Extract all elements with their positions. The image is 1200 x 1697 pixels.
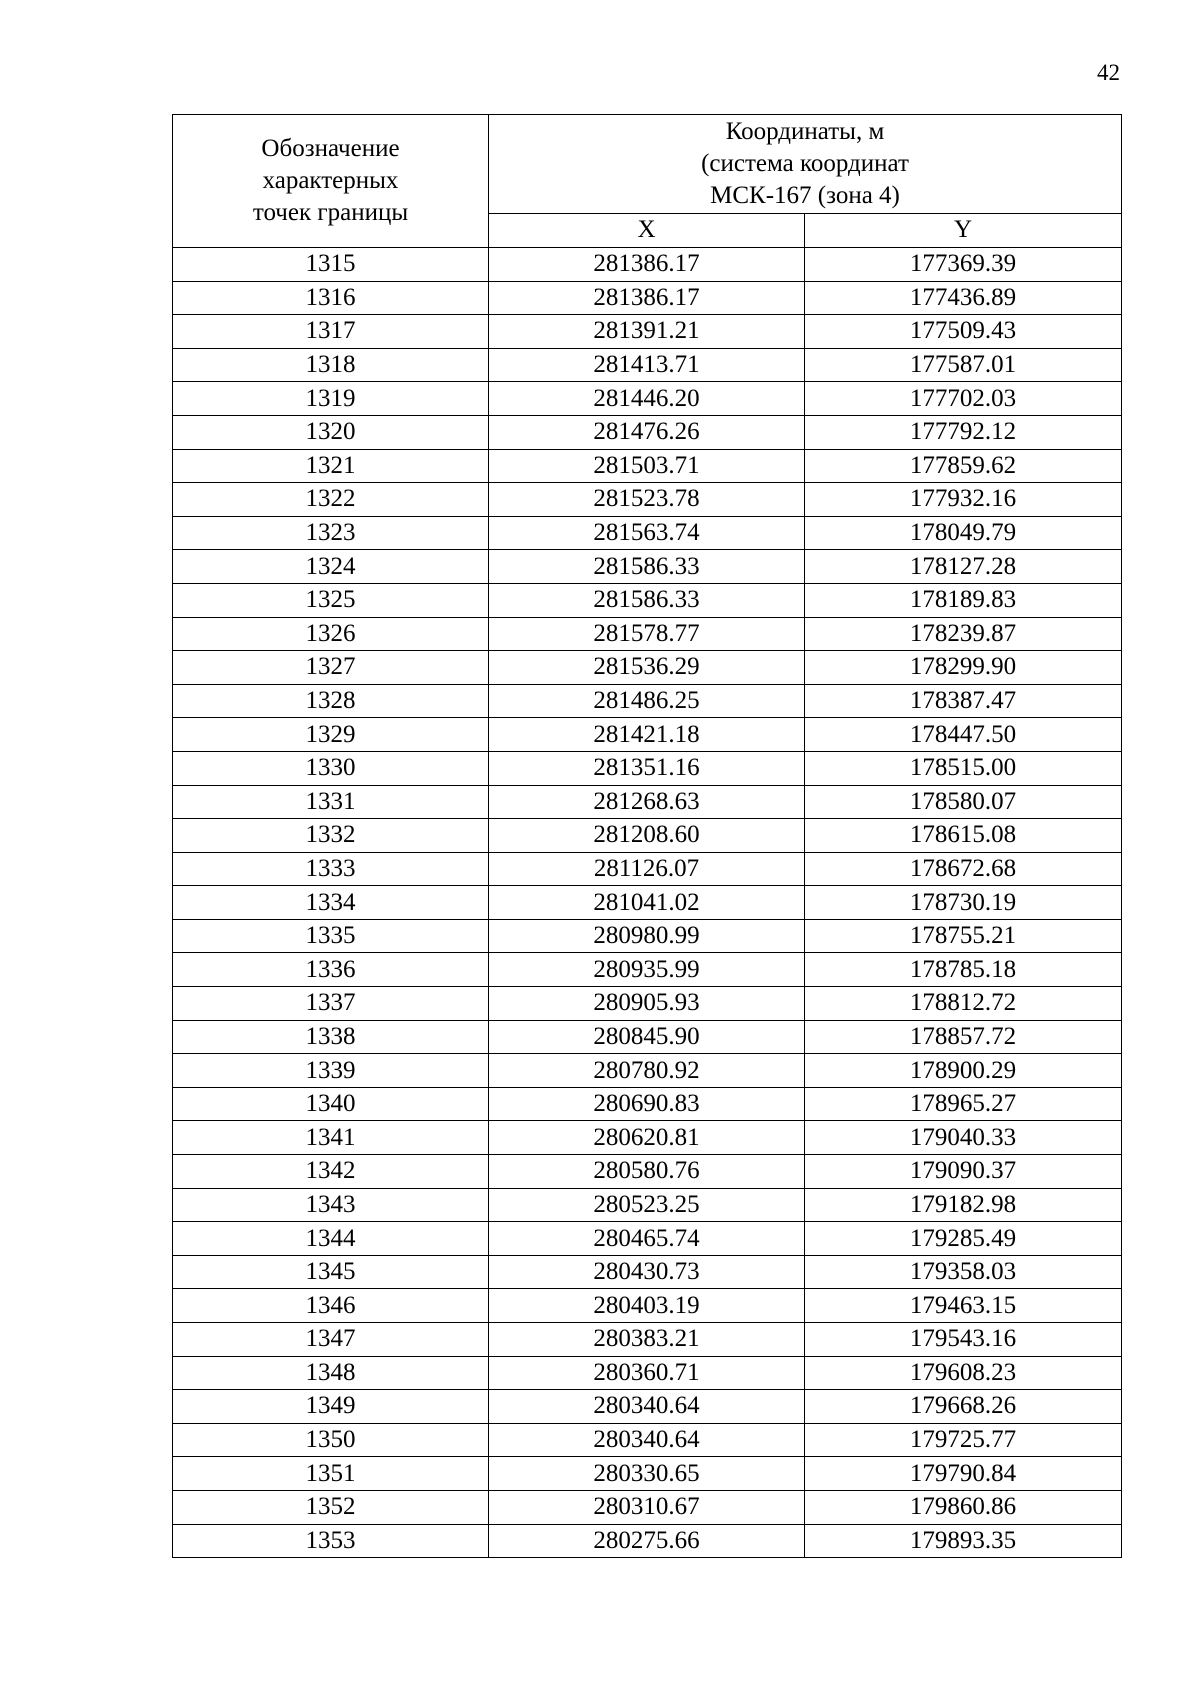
x-cell: 281523.78: [489, 483, 805, 517]
y-cell: 179608.23: [805, 1356, 1122, 1390]
y-cell: 177792.12: [805, 415, 1122, 449]
point-id-cell: 1324: [173, 550, 489, 584]
y-cell: 179790.84: [805, 1457, 1122, 1491]
x-cell: 281536.29: [489, 651, 805, 685]
x-cell: 281041.02: [489, 886, 805, 920]
table-row: [173, 718, 1122, 752]
table-row: [173, 919, 1122, 953]
table-row: [173, 852, 1122, 886]
point-id-cell: 1335: [173, 919, 489, 953]
point-id-cell: 1339: [173, 1054, 489, 1088]
point-id-cell: 1328: [173, 684, 489, 718]
x-cell: 281421.18: [489, 718, 805, 752]
table-row: [173, 1356, 1122, 1390]
table-row: [173, 953, 1122, 987]
y-cell: 178615.08: [805, 819, 1122, 853]
y-cell: 177932.16: [805, 483, 1122, 517]
x-cell: 281386.17: [489, 281, 805, 315]
point-id-cell: 1322: [173, 483, 489, 517]
point-id-cell: 1337: [173, 987, 489, 1021]
point-id-cell: 1343: [173, 1188, 489, 1222]
x-cell: 280340.64: [489, 1423, 805, 1457]
table-row: [173, 617, 1122, 651]
y-cell: 179285.49: [805, 1222, 1122, 1256]
point-id-cell: 1333: [173, 852, 489, 886]
x-cell: 281476.26: [489, 415, 805, 449]
table-row: [173, 1423, 1122, 1457]
header-x: X: [489, 213, 805, 247]
point-id-cell: 1347: [173, 1323, 489, 1357]
y-cell: 178299.90: [805, 651, 1122, 685]
x-cell: 281391.21: [489, 315, 805, 349]
y-cell: 179182.98: [805, 1188, 1122, 1222]
point-id-cell: 1348: [173, 1356, 489, 1390]
point-id-cell: 1316: [173, 281, 489, 315]
table-header: [173, 115, 1122, 248]
table-row: [173, 516, 1122, 550]
point-id-cell: 1340: [173, 1087, 489, 1121]
table-row: [173, 483, 1122, 517]
y-cell: 178447.50: [805, 718, 1122, 752]
table-row: [173, 248, 1122, 282]
header-point-label: Обозначение характерных точек границы: [173, 115, 489, 248]
y-cell: 178127.28: [805, 550, 1122, 584]
x-cell: 281486.25: [489, 684, 805, 718]
x-cell: 280383.21: [489, 1323, 805, 1357]
x-cell: 280905.93: [489, 987, 805, 1021]
point-id-cell: 1350: [173, 1423, 489, 1457]
x-cell: 280780.92: [489, 1054, 805, 1088]
point-id-cell: 1330: [173, 751, 489, 785]
point-id-cell: 1334: [173, 886, 489, 920]
y-cell: 177509.43: [805, 315, 1122, 349]
y-cell: 179668.26: [805, 1390, 1122, 1424]
x-cell: 280310.67: [489, 1490, 805, 1524]
point-id-cell: 1338: [173, 1020, 489, 1054]
x-cell: 280690.83: [489, 1087, 805, 1121]
y-cell: 179358.03: [805, 1255, 1122, 1289]
point-id-cell: 1341: [173, 1121, 489, 1155]
y-cell: 178812.72: [805, 987, 1122, 1021]
x-cell: 281586.33: [489, 583, 805, 617]
y-cell: 178730.19: [805, 886, 1122, 920]
point-id-cell: 1345: [173, 1255, 489, 1289]
point-id-cell: 1331: [173, 785, 489, 819]
y-cell: 177436.89: [805, 281, 1122, 315]
y-cell: 177369.39: [805, 248, 1122, 282]
y-cell: 178049.79: [805, 516, 1122, 550]
point-id-cell: 1325: [173, 583, 489, 617]
table-row: [173, 1390, 1122, 1424]
x-cell: 281268.63: [489, 785, 805, 819]
x-cell: 281351.16: [489, 751, 805, 785]
table-row: [173, 987, 1122, 1021]
y-cell: 178785.18: [805, 953, 1122, 987]
point-id-cell: 1352: [173, 1490, 489, 1524]
table-row: [173, 315, 1122, 349]
table-row: [173, 583, 1122, 617]
x-cell: 281413.71: [489, 348, 805, 382]
table-row: [173, 281, 1122, 315]
point-id-cell: 1326: [173, 617, 489, 651]
point-id-cell: 1323: [173, 516, 489, 550]
x-cell: 280330.65: [489, 1457, 805, 1491]
y-cell: 177587.01: [805, 348, 1122, 382]
point-id-cell: 1342: [173, 1155, 489, 1189]
x-cell: 281503.71: [489, 449, 805, 483]
table-row: [173, 684, 1122, 718]
table-row: [173, 550, 1122, 584]
point-id-cell: 1349: [173, 1390, 489, 1424]
table-row: [173, 1020, 1122, 1054]
x-cell: 281126.07: [489, 852, 805, 886]
y-cell: 179463.15: [805, 1289, 1122, 1323]
y-cell: 179860.86: [805, 1490, 1122, 1524]
point-id-cell: 1351: [173, 1457, 489, 1491]
table-row: [173, 886, 1122, 920]
table-row: [173, 1323, 1122, 1357]
y-cell: 179893.35: [805, 1524, 1122, 1558]
x-cell: 281563.74: [489, 516, 805, 550]
x-cell: 280620.81: [489, 1121, 805, 1155]
table-row: [173, 1121, 1122, 1155]
x-cell: 280430.73: [489, 1255, 805, 1289]
point-id-cell: 1329: [173, 718, 489, 752]
y-cell: 179040.33: [805, 1121, 1122, 1155]
y-cell: 178239.87: [805, 617, 1122, 651]
point-id-cell: 1327: [173, 651, 489, 685]
table-row: [173, 1457, 1122, 1491]
point-id-cell: 1320: [173, 415, 489, 449]
y-cell: 178580.07: [805, 785, 1122, 819]
table-row: [173, 651, 1122, 685]
table-row: [173, 1087, 1122, 1121]
x-cell: 280340.64: [489, 1390, 805, 1424]
point-id-cell: 1321: [173, 449, 489, 483]
y-cell: 177702.03: [805, 382, 1122, 416]
coordinates-table: [172, 114, 1122, 1558]
y-cell: 179543.16: [805, 1323, 1122, 1357]
point-id-cell: 1315: [173, 248, 489, 282]
point-id-cell: 1317: [173, 315, 489, 349]
point-id-cell: 1332: [173, 819, 489, 853]
x-cell: 281578.77: [489, 617, 805, 651]
table-row: [173, 1524, 1122, 1558]
table-row: [173, 1222, 1122, 1256]
y-cell: 179725.77: [805, 1423, 1122, 1457]
table-row: [173, 1155, 1122, 1189]
y-cell: 177859.62: [805, 449, 1122, 483]
table-row: [173, 1188, 1122, 1222]
table-body: [173, 248, 1122, 1558]
y-cell: 178189.83: [805, 583, 1122, 617]
y-cell: 178857.72: [805, 1020, 1122, 1054]
x-cell: 280580.76: [489, 1155, 805, 1189]
x-cell: 280980.99: [489, 919, 805, 953]
x-cell: 281208.60: [489, 819, 805, 853]
y-cell: 178755.21: [805, 919, 1122, 953]
point-id-cell: 1319: [173, 382, 489, 416]
header-coordinates: Координаты, м (система координат МСК-167 (зона 4): [489, 115, 1122, 214]
x-cell: 280845.90: [489, 1020, 805, 1054]
y-cell: 179090.37: [805, 1155, 1122, 1189]
x-cell: 280523.25: [489, 1188, 805, 1222]
point-id-cell: 1353: [173, 1524, 489, 1558]
table-row: [173, 751, 1122, 785]
table-row: [173, 348, 1122, 382]
table-row: [173, 819, 1122, 853]
point-id-cell: 1318: [173, 348, 489, 382]
table-row: [173, 382, 1122, 416]
point-id-cell: 1336: [173, 953, 489, 987]
point-id-cell: 1346: [173, 1289, 489, 1323]
header-y: Y: [805, 213, 1122, 247]
x-cell: 280275.66: [489, 1524, 805, 1558]
table-row: [173, 1255, 1122, 1289]
table-row: [173, 1490, 1122, 1524]
x-cell: 280360.71: [489, 1356, 805, 1390]
y-cell: 178672.68: [805, 852, 1122, 886]
table-row: [173, 785, 1122, 819]
x-cell: 281586.33: [489, 550, 805, 584]
x-cell: 280403.19: [489, 1289, 805, 1323]
page-number: 42: [1097, 60, 1120, 85]
y-cell: 178900.29: [805, 1054, 1122, 1088]
table-row: [173, 1054, 1122, 1088]
x-cell: 280935.99: [489, 953, 805, 987]
point-id-cell: 1344: [173, 1222, 489, 1256]
x-cell: 280465.74: [489, 1222, 805, 1256]
y-cell: 178965.27: [805, 1087, 1122, 1121]
table-row: [173, 415, 1122, 449]
x-cell: 281446.20: [489, 382, 805, 416]
table-row: [173, 1289, 1122, 1323]
x-cell: 281386.17: [489, 248, 805, 282]
y-cell: 178387.47: [805, 684, 1122, 718]
y-cell: 178515.00: [805, 751, 1122, 785]
table-row: [173, 449, 1122, 483]
